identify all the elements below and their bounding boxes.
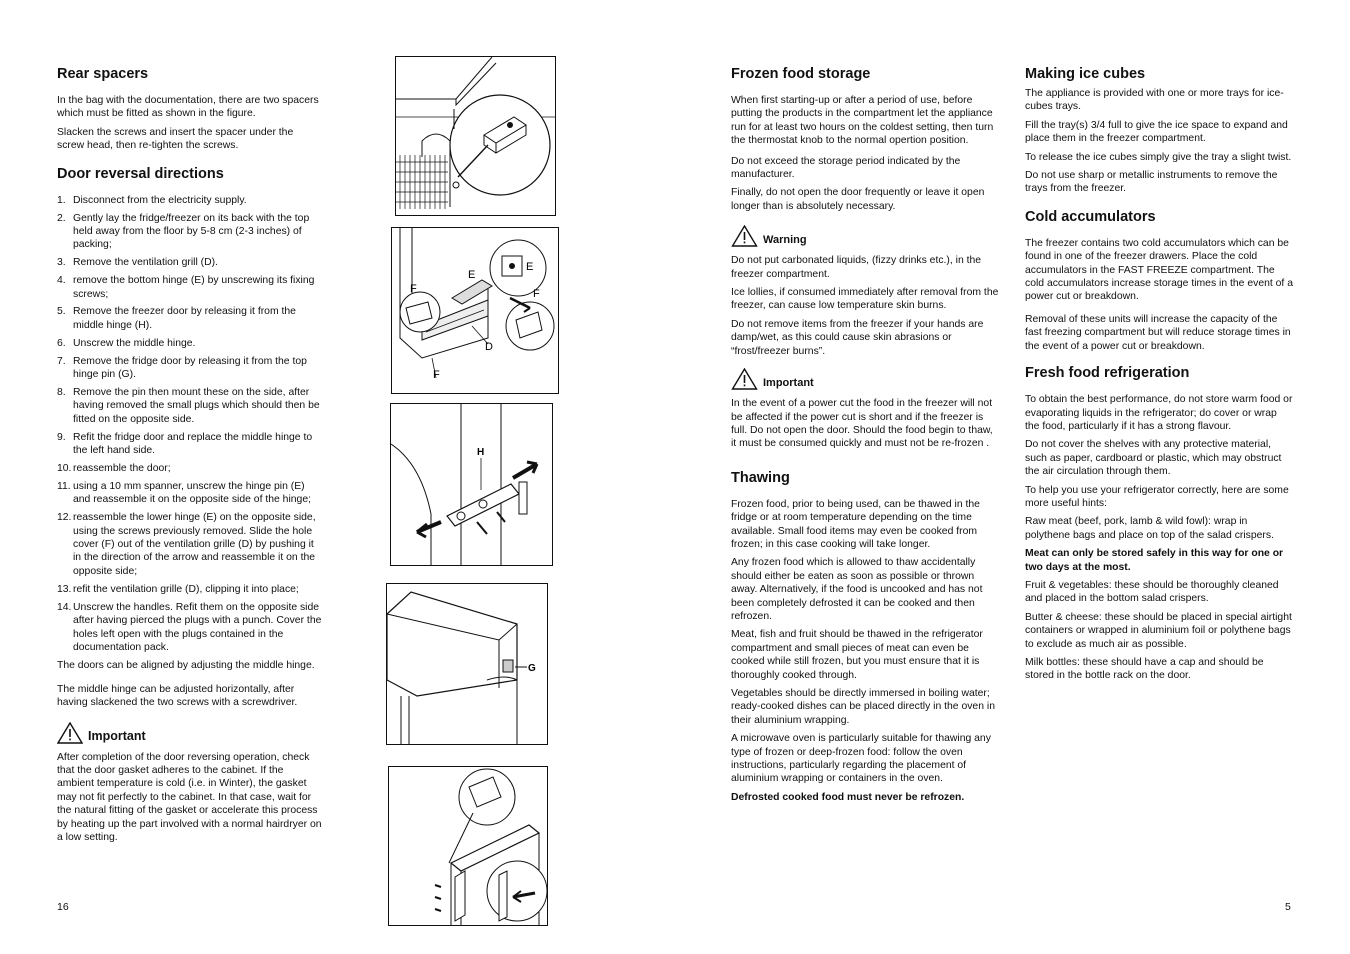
fresh-food-p3: To help you use your refrigerator correctly, here are some more useful hints: [1025,484,1289,509]
step-text: using a 10 mm spanner, unscrew the hinge pin (E) and reassemble it on the opposite side of the hinge; [73,480,311,506]
step-number: 4. [57,275,66,287]
step-item [57,355,323,382]
fresh-food-p7: Butter & cheese: these should be placed in special airtight containers or wrapped in aluminium foil or polythene bags to exclude as much air as possible. [1025,611,1292,650]
step-number: 1. [57,194,66,206]
thawing-p5: A microwave oven is particularly suitable for thawing any type of frozen or deep-frozen food: follow the oven instructions, particularly regarding the placement of aluminium wrapping or containers in the oven. [731,733,991,785]
label-g: G [528,663,536,674]
step-number: 3. [57,257,66,269]
step-number: 10. [57,463,72,475]
door-reversal-heading: Door reversal directions [57,165,224,182]
step-text: Unscrew the middle hinge. [73,337,196,349]
fresh-food-p2: Do not cover the shelves with any protective material, such as paper, cardboard or plastic, which may obstruct the air circulation through them. [1025,439,1282,478]
door-reversal-steps [57,194,323,655]
right-text-column-2 [1025,66,1293,688]
thawing-p2: Any frozen food which is allowed to thaw accidentally should either be eaten as soon as possible or thrown away. Alternatively, if the food is uncooked and has not been completely defrosted it can be cooked and then refrozen. [731,557,983,622]
rear-spacers-p2: Slacken the screws and insert the spacer under the screw head, then re-tighten the screws. [57,126,294,152]
cold-accumulators-p2: Removal of these units will increase the capacity of the fast freezing compartment but will reduce storage times in the event of a power cut or breakdown. [1025,313,1291,352]
step-item [57,583,323,596]
frozen-storage-p1: When first starting-up or after a period of use, before putting the products in the compartment let the appliance run for at least two hours on the coldest setting, then turn the thermostat knob to the normal opertion position. [731,95,994,147]
step-item [57,212,323,252]
door-adjust-text: The middle hinge can be adjusted horizontally, after having slackened the two screws with a screwdriver. [57,683,298,709]
cold-accumulators-heading: Cold accumulators [1025,208,1156,225]
important-text-right: In the event of a power cut the food in the freezer will not be affected if the power cut is short and if the freezer is full. Do not open the door. Should the food begin to thaw, it must be consumed quickly and must not be re-frozen . [731,398,993,450]
step-text: Remove the freezer door by releasing it from the middle hinge (H). [73,306,296,331]
right-text-column-1 [731,66,999,809]
step-number: 2. [57,212,66,224]
step-text: Remove the ventilation grill (D). [73,257,218,269]
step-item [57,431,323,458]
warning-p3: Do not remove items from the freezer if your hands are damp/wet, as this could cause skin abrasions or “frost/freezer burns”. [731,318,984,357]
step-number: 6. [57,337,66,349]
label-h: H [477,447,485,458]
step-number: 5. [57,306,66,318]
step-item [57,256,323,269]
step-item [57,386,323,426]
step-text: reassemble the door; [73,463,171,475]
ice-cubes-p1: The appliance is provided with one or more trays for ice-cubes trays. [1025,88,1284,113]
important-label-left: Important [88,729,146,744]
step-number: 13. [57,583,72,595]
step-number: 11. [57,480,71,492]
important-callout-left [57,722,323,744]
fresh-food-p4: Raw meat (beef, pork, lamb & wild fowl): wrap in polythene bags and place on top of the salad crispers. [1025,516,1274,541]
frozen-storage-p2: Do not exceed the storage period indicated by the manufacturer. [731,155,961,181]
step-text: Refit the fridge door and replace the middle hinge to the left hand side. [73,431,313,457]
thawing-p1: Frozen food, prior to being used, can be thawed in the fridge or at room temperature depending on the time available. Small food items may even be cooked from frozen; in this case cooking will take longer. [731,498,980,550]
important-text-left: After completion of the door reversing operation, check that the door gasket adheres to the cabinet. If the ambient temperature is cold (i.e. in Winter), the gasket may not fit perfectly to the cabinet. In that case, wait for the natural fitting of the gasket or accelerate this process by heating up the part involved with a normal hairdryer on a low setting. [57,751,322,843]
ice-cubes-p2: Fill the tray(s) 3/4 full to give the ice space to expand and place them in the freezer compartment. [1025,119,1288,145]
important-callout-right [731,368,999,390]
step-number: 7. [57,355,66,367]
warning-p1: Do not put carbonated liquids, (fizzy drinks etc.), in the freezer compartment. [731,255,982,280]
warning-triangle-icon [57,722,83,744]
handle-figure [388,766,548,926]
step-item [57,305,323,332]
step-item [57,337,323,350]
step-text: refit the ventilation grille (D), clipping it into place; [73,583,299,595]
label-d: D [485,341,493,353]
step-number: 14. [57,601,72,613]
step-text: Unscrew the handles. Refit them on the opposite side after having pierced the plugs with a punch. Cover the holes left open with the plugs contained in the documentation pack. [73,601,322,653]
label-f-1: F [410,283,417,295]
cold-accumulators-p1: The freezer contains two cold accumulators which can be found in one of the freezer drawers. Place the cold accumulators in the FAST FREEZE compartment. The cold accumulators increase storage times in the event of a power cut or breakdown. [1025,237,1293,303]
step-number: 12. [57,512,72,524]
step-item [57,601,323,655]
step-number: 8. [57,387,66,398]
thawing-p4: Vegetables should be directly immersed in boiling water; ready-cooked dishes can be placed directly in the oven in their aluminium wrapping. [731,688,995,726]
step-text: Disconnect from the electricity supply. [73,194,247,206]
label-f-2: F [533,288,540,300]
fresh-food-p6: Fruit & vegetables: these should be thoroughly cleaned and placed in the bottom salad crispers. [1025,579,1279,605]
warning-label: Warning [763,233,807,246]
ice-cubes-p3: To release the ice cubes simply give the tray a slight twist. [1025,151,1292,163]
rear-spacer-figure [395,56,556,216]
step-text: Remove the pin then mount these on the side, after having removed the small plugs which should then be fitted on the opposite side. [73,387,320,425]
important-label-right: Important [763,376,814,389]
left-text-column [57,66,323,849]
fresh-food-p1: To obtain the best performance, do not store warm food or evaporating liquids in the refrigerator; do cover or wrap the food, particularly if it has a strong flavour. [1025,394,1293,432]
step-text: Gently lay the fridge/freezer on its back with the top held away from the floor by 5-8 cm (2-3 inches) of packing; [73,212,310,251]
bottom-hinge-figure [391,227,559,394]
thawing-heading: Thawing [731,469,790,486]
fresh-food-heading: Fresh food refrigeration [1025,365,1190,382]
rear-spacers-p1: In the bag with the documentation, there are two spacers which must be fitted as shown in the figure. [57,95,319,120]
thawing-p3: Meat, fish and fruit should be thawed in the refrigerator compartment and small pieces of meat can even be cooked while still frozen, but you must ensure that it is thoroughly cooked through. [731,629,983,681]
frozen-storage-heading: Frozen food storage [731,66,871,82]
fresh-food-p5: Meat can only be stored safely in this way for one or two days at the most. [1025,548,1284,573]
step-text: Remove the fridge door by releasing it from the top hinge pin (G). [73,355,307,381]
middle-hinge-figure [390,403,553,566]
warning-p2: Ice lollies, if consumed immediately after removal from the freezer, can cause low temperature skin burns. [731,287,999,312]
step-item [57,480,323,507]
step-item [57,511,323,578]
label-e-2: E [526,261,534,273]
page-number-right: 5 [1285,901,1291,913]
fresh-food-p8: Milk bottles: these should have a cap and should be stored in the bottle rack on the door. [1025,657,1264,682]
label-e-1: E [468,269,476,281]
step-item [57,274,323,301]
warning-triangle-icon [731,225,758,247]
thawing-p6: Defrosted cooked food must never be refrozen. [731,791,965,803]
ice-cubes-p4: Do not use sharp or metallic instruments to remove the trays from the freezer. [1025,170,1278,195]
rear-spacers-heading: Rear spacers [57,66,149,82]
step-item [57,462,323,475]
frozen-storage-p3: Finally, do not open the door frequently or leave it open longer than is absolutely necessary. [731,187,985,212]
ice-cubes-heading: Making ice cubes [1025,66,1146,82]
label-f-3: F [433,369,440,381]
step-text: remove the bottom hinge (E) by unscrewing its fixing screws; [73,275,315,300]
step-text: reassemble the lower hinge (E) on the opposite side, using the screws previously removed. Slide the hole cover (F) out of the ventilation grille (D) by pushing it in the direction of the arrow and reassemble it on the opposite side; [73,512,316,577]
warning-triangle-icon [731,368,758,390]
top-hinge-figure [386,583,548,745]
step-number: 9. [57,431,66,443]
page-number-left: 16 [57,901,69,913]
step-item [57,194,323,207]
door-align-text: The doors can be aligned by adjusting the middle hinge. [57,660,315,672]
warning-callout [731,225,999,247]
